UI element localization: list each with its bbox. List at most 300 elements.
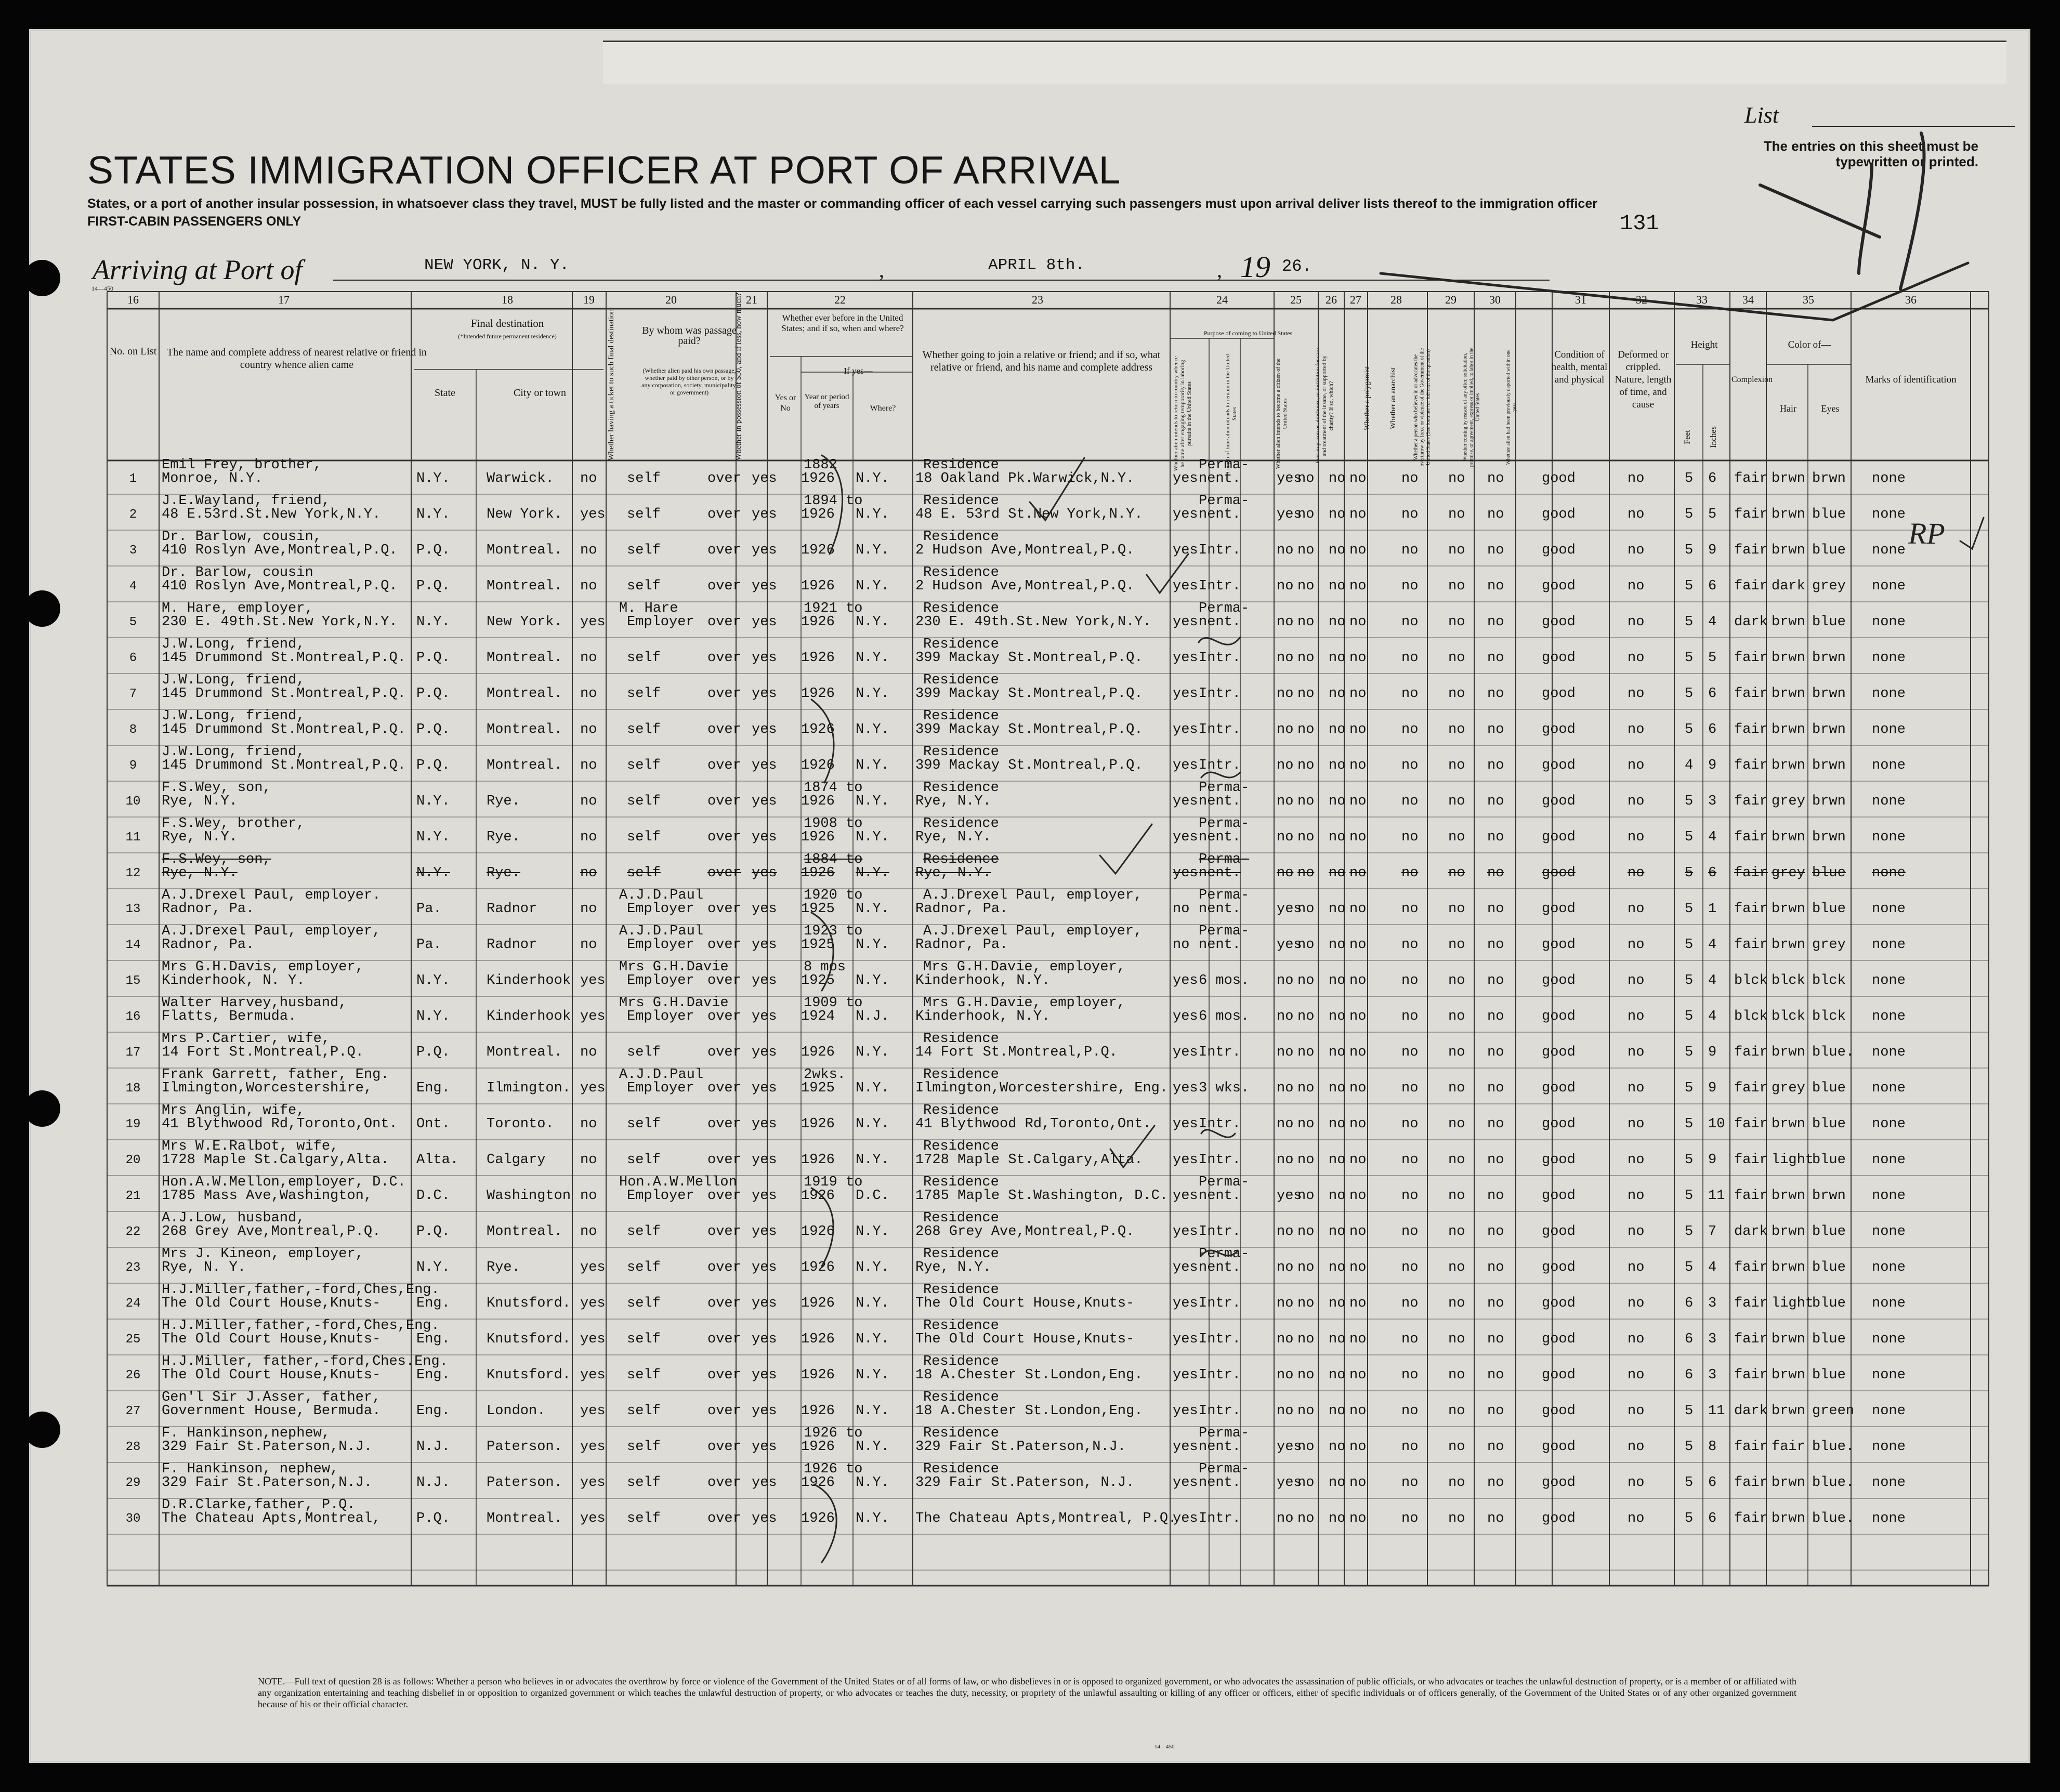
cell-cit: no bbox=[1277, 1260, 1294, 1275]
cell-dep: no bbox=[1487, 1009, 1504, 1024]
cell-ft: 5 bbox=[1685, 1224, 1694, 1240]
cell-state: P.Q. bbox=[416, 758, 450, 773]
cell-rel2: The Old Court House,Knuts- bbox=[162, 1367, 381, 1383]
cell-state: N.Y. bbox=[416, 507, 450, 522]
cell-city: Toronto. bbox=[487, 1116, 554, 1132]
cell-city: Montreal. bbox=[487, 758, 562, 773]
cell-health: good bbox=[1542, 507, 1576, 522]
cell-eyes: blue bbox=[1812, 1081, 1846, 1096]
cell-offer: no bbox=[1448, 1403, 1465, 1419]
cell-hair: dark bbox=[1772, 578, 1805, 594]
cell-prison: no bbox=[1297, 543, 1315, 558]
cell-offer: no bbox=[1448, 1475, 1465, 1491]
cell-join1: Residence bbox=[923, 744, 999, 760]
cell-poly: no bbox=[1329, 1475, 1346, 1491]
cell-rel2: 329 Fair St.Paterson,N.J. bbox=[162, 1475, 373, 1491]
cell-dep: no bbox=[1487, 1403, 1504, 1419]
cell-money: over bbox=[707, 1367, 741, 1383]
cell-len2: Intr. bbox=[1199, 1224, 1241, 1240]
cell-join1: Residence bbox=[923, 1426, 999, 1441]
cell-rel1: Mrs J. Kineon, employer, bbox=[162, 1246, 364, 1262]
cell-health: good bbox=[1542, 1116, 1576, 1132]
cell-ticket: no bbox=[580, 794, 597, 809]
cell-health: good bbox=[1542, 722, 1576, 737]
cell-ticket: yes bbox=[580, 1296, 606, 1311]
cell-ft: 6 bbox=[1685, 1296, 1694, 1311]
cell-eyes: blue. bbox=[1812, 1511, 1855, 1526]
cell-in: 6 bbox=[1708, 1475, 1717, 1491]
cell-force: no bbox=[1401, 1081, 1419, 1096]
cell-anar: no bbox=[1349, 578, 1367, 594]
cell-rel2: Kinderhook, N. Y. bbox=[162, 973, 305, 989]
cell-state: P.Q. bbox=[416, 1224, 450, 1240]
cell-ft: 5 bbox=[1685, 1475, 1694, 1491]
cell-year2: 1926 bbox=[801, 1475, 835, 1491]
cell-len2: Intr. bbox=[1199, 1511, 1241, 1526]
cell-rel2: Radnor, Pa. bbox=[162, 937, 255, 953]
cell-comp: fair bbox=[1734, 901, 1768, 917]
cell-eyes: blck bbox=[1812, 973, 1846, 989]
cell-offer: no bbox=[1448, 794, 1465, 809]
cell-offer: no bbox=[1448, 1081, 1465, 1096]
cell-where: N.Y. bbox=[856, 865, 889, 881]
cell-force: no bbox=[1401, 650, 1419, 666]
cell-join1: Residence bbox=[923, 457, 999, 473]
cell-poly: no bbox=[1329, 1009, 1346, 1024]
cell-deform: no bbox=[1628, 578, 1645, 594]
cell-deform: no bbox=[1628, 471, 1645, 486]
cell-in: 3 bbox=[1708, 1332, 1717, 1347]
cell-deform: no bbox=[1628, 829, 1645, 845]
cell-year: 1926 to bbox=[804, 1461, 863, 1477]
cell-rel2: 410 Roslyn Ave,Montreal,P.Q. bbox=[162, 543, 398, 558]
cell-poly: no bbox=[1329, 722, 1346, 737]
cell-year2: 1926 bbox=[801, 578, 835, 594]
cell-ticket: no bbox=[580, 1188, 597, 1204]
cell-prison: no bbox=[1297, 973, 1315, 989]
cell-ticket: yes bbox=[580, 1081, 606, 1096]
cell-anar: no bbox=[1349, 1511, 1367, 1526]
cell-ft: 5 bbox=[1685, 650, 1694, 666]
cell-money: over bbox=[707, 1188, 741, 1204]
cell-force: no bbox=[1401, 507, 1419, 522]
cell-eyes: blue bbox=[1812, 1296, 1846, 1311]
cell-deform: no bbox=[1628, 722, 1645, 737]
cell-money: over bbox=[707, 1475, 741, 1491]
cell-poly: no bbox=[1329, 1439, 1346, 1455]
cell-where: N.Y. bbox=[856, 1296, 889, 1311]
cell-ret: yes bbox=[1173, 578, 1198, 594]
cell-offer: no bbox=[1448, 865, 1465, 881]
cell-len: Perma- bbox=[1199, 493, 1250, 509]
cell-force: no bbox=[1401, 794, 1419, 809]
cell-cit: yes bbox=[1277, 471, 1302, 486]
cell-cit: no bbox=[1277, 794, 1294, 809]
row-number: 24 bbox=[125, 1297, 141, 1311]
cell-rel2: The Chateau Apts,Montreal, bbox=[162, 1511, 381, 1526]
cell-in: 4 bbox=[1708, 829, 1717, 845]
cell-eyes: grey bbox=[1812, 578, 1846, 594]
cell-health: good bbox=[1542, 1081, 1576, 1096]
cell-hair: brwn bbox=[1772, 686, 1805, 702]
cell-poly: no bbox=[1329, 543, 1346, 558]
cell-comp: fair bbox=[1734, 650, 1768, 666]
cell-state: P.Q. bbox=[416, 543, 450, 558]
cell-rel1: A.J.Low, husband, bbox=[162, 1210, 305, 1226]
cell-city: Calgary bbox=[487, 1152, 546, 1168]
cell-marks: none bbox=[1872, 901, 1906, 917]
cell-dep: no bbox=[1487, 543, 1504, 558]
cell-state: N.Y. bbox=[416, 973, 450, 989]
header-where: Where? bbox=[870, 404, 896, 413]
arrival-date: APRIL 8th. bbox=[988, 256, 1085, 274]
cell-hair: fair bbox=[1772, 1439, 1805, 1455]
cell-ft: 5 bbox=[1685, 722, 1694, 737]
cell-paid2: Employer bbox=[627, 1081, 694, 1096]
cell-force: no bbox=[1401, 1116, 1419, 1132]
cell-deform: no bbox=[1628, 1260, 1645, 1275]
cell-rel1: M. Hare, employer, bbox=[162, 601, 313, 616]
cell-city: Montreal. bbox=[487, 1511, 562, 1526]
cell-hair: blck bbox=[1772, 1009, 1805, 1024]
cell-dep: no bbox=[1487, 578, 1504, 594]
cell-deform: no bbox=[1628, 1188, 1645, 1204]
cell-ticket: yes bbox=[580, 1511, 606, 1526]
cell-ret: yes bbox=[1173, 543, 1198, 558]
cell-prison: no bbox=[1297, 471, 1315, 486]
cell-where: N.Y. bbox=[856, 1081, 889, 1096]
cell-money: over bbox=[707, 1511, 741, 1526]
cell-poly: no bbox=[1329, 829, 1346, 845]
cell-in: 4 bbox=[1708, 614, 1717, 630]
row-number: 19 bbox=[125, 1117, 141, 1131]
cell-ever: yes bbox=[752, 758, 777, 773]
cell-join1: Residence bbox=[923, 1210, 999, 1226]
cell-ticket: no bbox=[580, 901, 597, 917]
cell-ft: 5 bbox=[1685, 1188, 1694, 1204]
cell-deform: no bbox=[1628, 543, 1645, 558]
cell-poly: no bbox=[1329, 578, 1346, 594]
row-number: 27 bbox=[125, 1404, 141, 1418]
cell-city: Montreal. bbox=[487, 650, 562, 666]
cell-ever: yes bbox=[752, 973, 777, 989]
cell-in: 6 bbox=[1708, 578, 1717, 594]
cell-rel1: J.E.Wayland, friend, bbox=[162, 493, 331, 509]
cell-offer: no bbox=[1448, 901, 1465, 917]
cell-join2: 230 E. 49th.St.New York,N.Y. bbox=[915, 614, 1151, 630]
cell-comp: fair bbox=[1734, 1296, 1768, 1311]
cell-anar: no bbox=[1349, 1081, 1367, 1096]
column-number: 28 bbox=[1390, 293, 1402, 306]
cell-eyes: blue bbox=[1812, 614, 1846, 630]
cell-join2: 268 Grey Ave,Montreal,P.Q. bbox=[915, 1224, 1135, 1240]
cell-year2: 1926 bbox=[801, 650, 835, 666]
cell-cit: no bbox=[1277, 1296, 1294, 1311]
cell-hair: brwn bbox=[1772, 1475, 1805, 1491]
footnote-form-number: 14—450 bbox=[1154, 1744, 1175, 1750]
cell-join1: Residence bbox=[923, 1354, 999, 1369]
cell-ticket: no bbox=[580, 1224, 597, 1240]
cell-force: no bbox=[1401, 722, 1419, 737]
cell-hair: brwn bbox=[1772, 471, 1805, 486]
cell-force: no bbox=[1401, 1152, 1419, 1168]
cell-cit: no bbox=[1277, 1081, 1294, 1096]
cell-rel1: Hon.A.W.Mellon,employer, D.C. bbox=[162, 1175, 406, 1190]
port-of-arrival: NEW YORK, N. Y. bbox=[424, 256, 570, 274]
cell-paid2: self bbox=[627, 1439, 661, 1455]
cell-ticket: yes bbox=[580, 1403, 606, 1419]
cell-comp: blck bbox=[1734, 1009, 1768, 1024]
cell-ever: yes bbox=[752, 543, 777, 558]
cell-anar: no bbox=[1349, 507, 1367, 522]
cell-health: good bbox=[1542, 578, 1576, 594]
cell-eyes: brwn bbox=[1812, 794, 1846, 809]
cell-marks: none bbox=[1872, 1403, 1906, 1419]
cell-ret: no bbox=[1173, 901, 1190, 917]
cell-ticket: no bbox=[580, 722, 597, 737]
cell-join2: Rye, N.Y. bbox=[915, 794, 991, 809]
cell-anar: no bbox=[1349, 543, 1367, 558]
cell-where: N.Y. bbox=[856, 507, 889, 522]
cell-marks: none bbox=[1872, 722, 1906, 737]
cell-in: 9 bbox=[1708, 758, 1717, 773]
cell-len: Perma- bbox=[1199, 457, 1250, 473]
cell-anar: no bbox=[1349, 650, 1367, 666]
cell-year2: 1926 bbox=[801, 686, 835, 702]
cell-year2: 1926 bbox=[801, 543, 835, 558]
cell-eyes: brwn bbox=[1812, 758, 1846, 773]
cell-in: 6 bbox=[1708, 722, 1717, 737]
cell-comp: fair bbox=[1734, 1152, 1768, 1168]
cell-city: Paterson. bbox=[487, 1439, 562, 1455]
cell-state: N.Y. bbox=[416, 794, 450, 809]
cell-rel1: F.S.Wey, son, bbox=[162, 780, 271, 796]
cell-paid: M. Hare bbox=[619, 601, 678, 616]
cell-money: over bbox=[707, 722, 741, 737]
cell-hair: brwn bbox=[1772, 722, 1805, 737]
cell-offer: no bbox=[1448, 1367, 1465, 1383]
cell-join2: 2 Hudson Ave,Montreal,P.Q. bbox=[915, 543, 1135, 558]
cell-city: Rye. bbox=[487, 1260, 520, 1275]
cell-ret: yes bbox=[1173, 758, 1198, 773]
cell-dep: no bbox=[1487, 686, 1504, 702]
column-number: 35 bbox=[1803, 293, 1814, 306]
cell-deform: no bbox=[1628, 937, 1645, 953]
cell-where: N.Y. bbox=[856, 578, 889, 594]
column-number: 20 bbox=[665, 293, 677, 306]
row-number: 16 bbox=[125, 1010, 141, 1024]
cell-len2: Intr. bbox=[1199, 722, 1241, 737]
cell-rel1: Mrs Anglin, wife, bbox=[162, 1103, 305, 1118]
cell-anar: no bbox=[1349, 1116, 1367, 1132]
cell-join1: Residence bbox=[923, 1139, 999, 1154]
cell-where: D.C. bbox=[856, 1188, 889, 1204]
column-number: 34 bbox=[1742, 293, 1754, 306]
cell-ret: yes bbox=[1173, 1152, 1198, 1168]
cell-ret: yes bbox=[1173, 1403, 1198, 1419]
cell-rel2: 14 Fort St.Montreal,P.Q. bbox=[162, 1045, 364, 1060]
cell-prison: no bbox=[1297, 650, 1315, 666]
cell-year: 1874 to bbox=[804, 780, 863, 796]
cell-year: 1921 to bbox=[804, 601, 863, 616]
cell-money: over bbox=[707, 1045, 741, 1060]
cell-paid2: self bbox=[627, 1332, 661, 1347]
header-list-number: No. on List bbox=[109, 346, 157, 357]
cell-marks: none bbox=[1872, 686, 1906, 702]
cell-rel1: H.J.Miller, father,-ford,Ches.Eng. bbox=[162, 1354, 448, 1369]
cell-cit: yes bbox=[1277, 937, 1302, 953]
cell-year2: 1926 bbox=[801, 758, 835, 773]
cell-comp: fair bbox=[1734, 578, 1768, 594]
cell-paid2: self bbox=[627, 1511, 661, 1526]
cell-money: over bbox=[707, 507, 741, 522]
cell-year2: 1926 bbox=[801, 471, 835, 486]
cell-deform: no bbox=[1628, 865, 1645, 881]
cell-ft: 5 bbox=[1685, 865, 1694, 881]
cell-anar: no bbox=[1349, 1475, 1367, 1491]
cell-money: over bbox=[707, 901, 741, 917]
cell-eyes: blue bbox=[1812, 1116, 1846, 1132]
cell-health: good bbox=[1542, 1152, 1576, 1168]
cell-rel1: D.R.Clarke,father, P.Q. bbox=[162, 1497, 356, 1513]
cell-anar: no bbox=[1349, 1260, 1367, 1275]
cell-anar: no bbox=[1349, 758, 1367, 773]
cell-hair: grey bbox=[1772, 794, 1805, 809]
cell-ever: yes bbox=[752, 1188, 777, 1204]
cell-money: over bbox=[707, 1009, 741, 1024]
cell-in: 1 bbox=[1708, 901, 1717, 917]
cell-ticket: no bbox=[580, 937, 597, 953]
cell-force: no bbox=[1401, 1188, 1419, 1204]
cell-comp: fair bbox=[1734, 1332, 1768, 1347]
cell-ever: yes bbox=[752, 1152, 777, 1168]
cell-city: Rye. bbox=[487, 829, 520, 845]
cell-anar: no bbox=[1349, 829, 1367, 845]
cell-comp: fair bbox=[1734, 1081, 1768, 1096]
cell-poly: no bbox=[1329, 614, 1346, 630]
cell-force: no bbox=[1401, 1332, 1419, 1347]
cell-dep: no bbox=[1487, 1296, 1504, 1311]
cell-in: 9 bbox=[1708, 1045, 1717, 1060]
cell-in: 10 bbox=[1708, 1116, 1725, 1132]
cell-join1: Mrs G.H.Davie, employer, bbox=[923, 995, 1125, 1011]
cell-year: 1926 to bbox=[804, 1426, 863, 1441]
cell-rel1: Mrs W.E.Ralbot, wife, bbox=[162, 1139, 339, 1154]
cell-rel2: Rye, N.Y. bbox=[162, 829, 238, 845]
cell-len2: Intr. bbox=[1199, 1403, 1241, 1419]
cell-paid2: Employer bbox=[627, 1009, 694, 1024]
header-hair: Hair bbox=[1780, 403, 1796, 414]
cell-year2: 1926 bbox=[801, 1439, 835, 1455]
cell-comp: fair bbox=[1734, 722, 1768, 737]
cell-join2: 41 Blythwood Rd,Toronto,Ont. bbox=[915, 1116, 1151, 1132]
cell-poly: no bbox=[1329, 686, 1346, 702]
header-deformed: Deformed or crippled. Nature, length of time, and cause bbox=[1615, 349, 1672, 410]
cell-len2: Intr. bbox=[1199, 1367, 1241, 1383]
cell-comp: dark bbox=[1734, 1403, 1768, 1419]
cell-offer: no bbox=[1448, 1045, 1465, 1060]
header-prison: Ever in prison or almshouse, or institution for care and treatment of the insane, or supported by charity? If so, which? bbox=[1315, 348, 1334, 464]
cell-money: over bbox=[707, 1332, 741, 1347]
cell-health: good bbox=[1542, 1009, 1576, 1024]
cell-ticket: no bbox=[580, 578, 597, 594]
cell-deform: no bbox=[1628, 1367, 1645, 1383]
cell-deform: no bbox=[1628, 973, 1645, 989]
cell-health: good bbox=[1542, 1260, 1576, 1275]
cell-dep: no bbox=[1487, 973, 1504, 989]
cell-state: N.Y. bbox=[416, 1009, 450, 1024]
cell-city: Montreal. bbox=[487, 722, 562, 737]
cell-rel2: Government House, Bermuda. bbox=[162, 1403, 381, 1419]
cell-state: P.Q. bbox=[416, 686, 450, 702]
cell-where: N.Y. bbox=[856, 1332, 889, 1347]
cell-health: good bbox=[1542, 937, 1576, 953]
cell-deform: no bbox=[1628, 1116, 1645, 1132]
cell-state: N.Y. bbox=[416, 829, 450, 845]
cell-where: N.Y. bbox=[856, 1511, 889, 1526]
instruction-line: States, or a port of another insular possession, in whatsoever class they travel, MUST be fully listed and the master or commanding officer of each vessel carrying such passengers must upon arrival deliver lists thereof to the immigration officer bbox=[87, 196, 1597, 211]
cell-health: good bbox=[1542, 1332, 1576, 1347]
cell-deform: no bbox=[1628, 614, 1645, 630]
cell-ticket: no bbox=[580, 686, 597, 702]
cell-join2: 48 E. 53rd St.New York,N.Y. bbox=[915, 507, 1143, 522]
cell-marks: none bbox=[1872, 1152, 1906, 1168]
cell-anar: no bbox=[1349, 1439, 1367, 1455]
cell-deform: no bbox=[1628, 1009, 1645, 1024]
cell-ticket: no bbox=[580, 471, 597, 486]
cell-where: N.Y. bbox=[856, 1367, 889, 1383]
cell-paid: A.J.D.Paul bbox=[619, 888, 704, 903]
cell-join1: Residence bbox=[923, 1461, 999, 1477]
cell-rel2: 145 Drummond St.Montreal,P.Q. bbox=[162, 758, 406, 773]
cell-paid2: self bbox=[627, 471, 661, 486]
cell-cit: no bbox=[1277, 973, 1294, 989]
cell-money: over bbox=[707, 650, 741, 666]
cell-hair: brwn bbox=[1772, 1224, 1805, 1240]
cell-join1: Residence bbox=[923, 1282, 999, 1298]
cell-paid2: self bbox=[627, 507, 661, 522]
cell-anar: no bbox=[1349, 1403, 1367, 1419]
cell-year2: 1926 bbox=[801, 507, 835, 522]
cell-eyes: blue. bbox=[1812, 1439, 1855, 1455]
cell-state: Eng. bbox=[416, 1081, 450, 1096]
cell-year2: 1926 bbox=[801, 614, 835, 630]
cell-money: over bbox=[707, 1439, 741, 1455]
cell-poly: no bbox=[1329, 794, 1346, 809]
cell-paid2: Employer bbox=[627, 937, 694, 953]
cell-prison: no bbox=[1297, 1439, 1315, 1455]
cell-health: good bbox=[1542, 1224, 1576, 1240]
arrival-year: 26. bbox=[1282, 257, 1312, 276]
cell-comp: fair bbox=[1734, 1511, 1768, 1526]
cell-poly: no bbox=[1329, 1116, 1346, 1132]
cell-comp: fair bbox=[1734, 865, 1768, 881]
header-deported: Whether alien had been previously deported within one year bbox=[1505, 349, 1518, 465]
cell-eyes: blue bbox=[1812, 1224, 1846, 1240]
cell-cit: no bbox=[1277, 1152, 1294, 1168]
cell-join1: Residence bbox=[923, 1390, 999, 1405]
cell-comp: fair bbox=[1734, 1188, 1768, 1204]
cell-prison: no bbox=[1297, 1081, 1315, 1096]
cell-in: 7 bbox=[1708, 1224, 1717, 1240]
cell-offer: no bbox=[1448, 614, 1465, 630]
cell-poly: no bbox=[1329, 1188, 1346, 1204]
cell-join1: Residence bbox=[923, 1175, 999, 1190]
cell-rel2: Rye, N. Y. bbox=[162, 1260, 246, 1275]
header-color-of: Color of— bbox=[1788, 339, 1831, 350]
row-number: 17 bbox=[125, 1046, 141, 1060]
cell-rel2: Ilmington,Worcestershire, bbox=[162, 1081, 373, 1096]
